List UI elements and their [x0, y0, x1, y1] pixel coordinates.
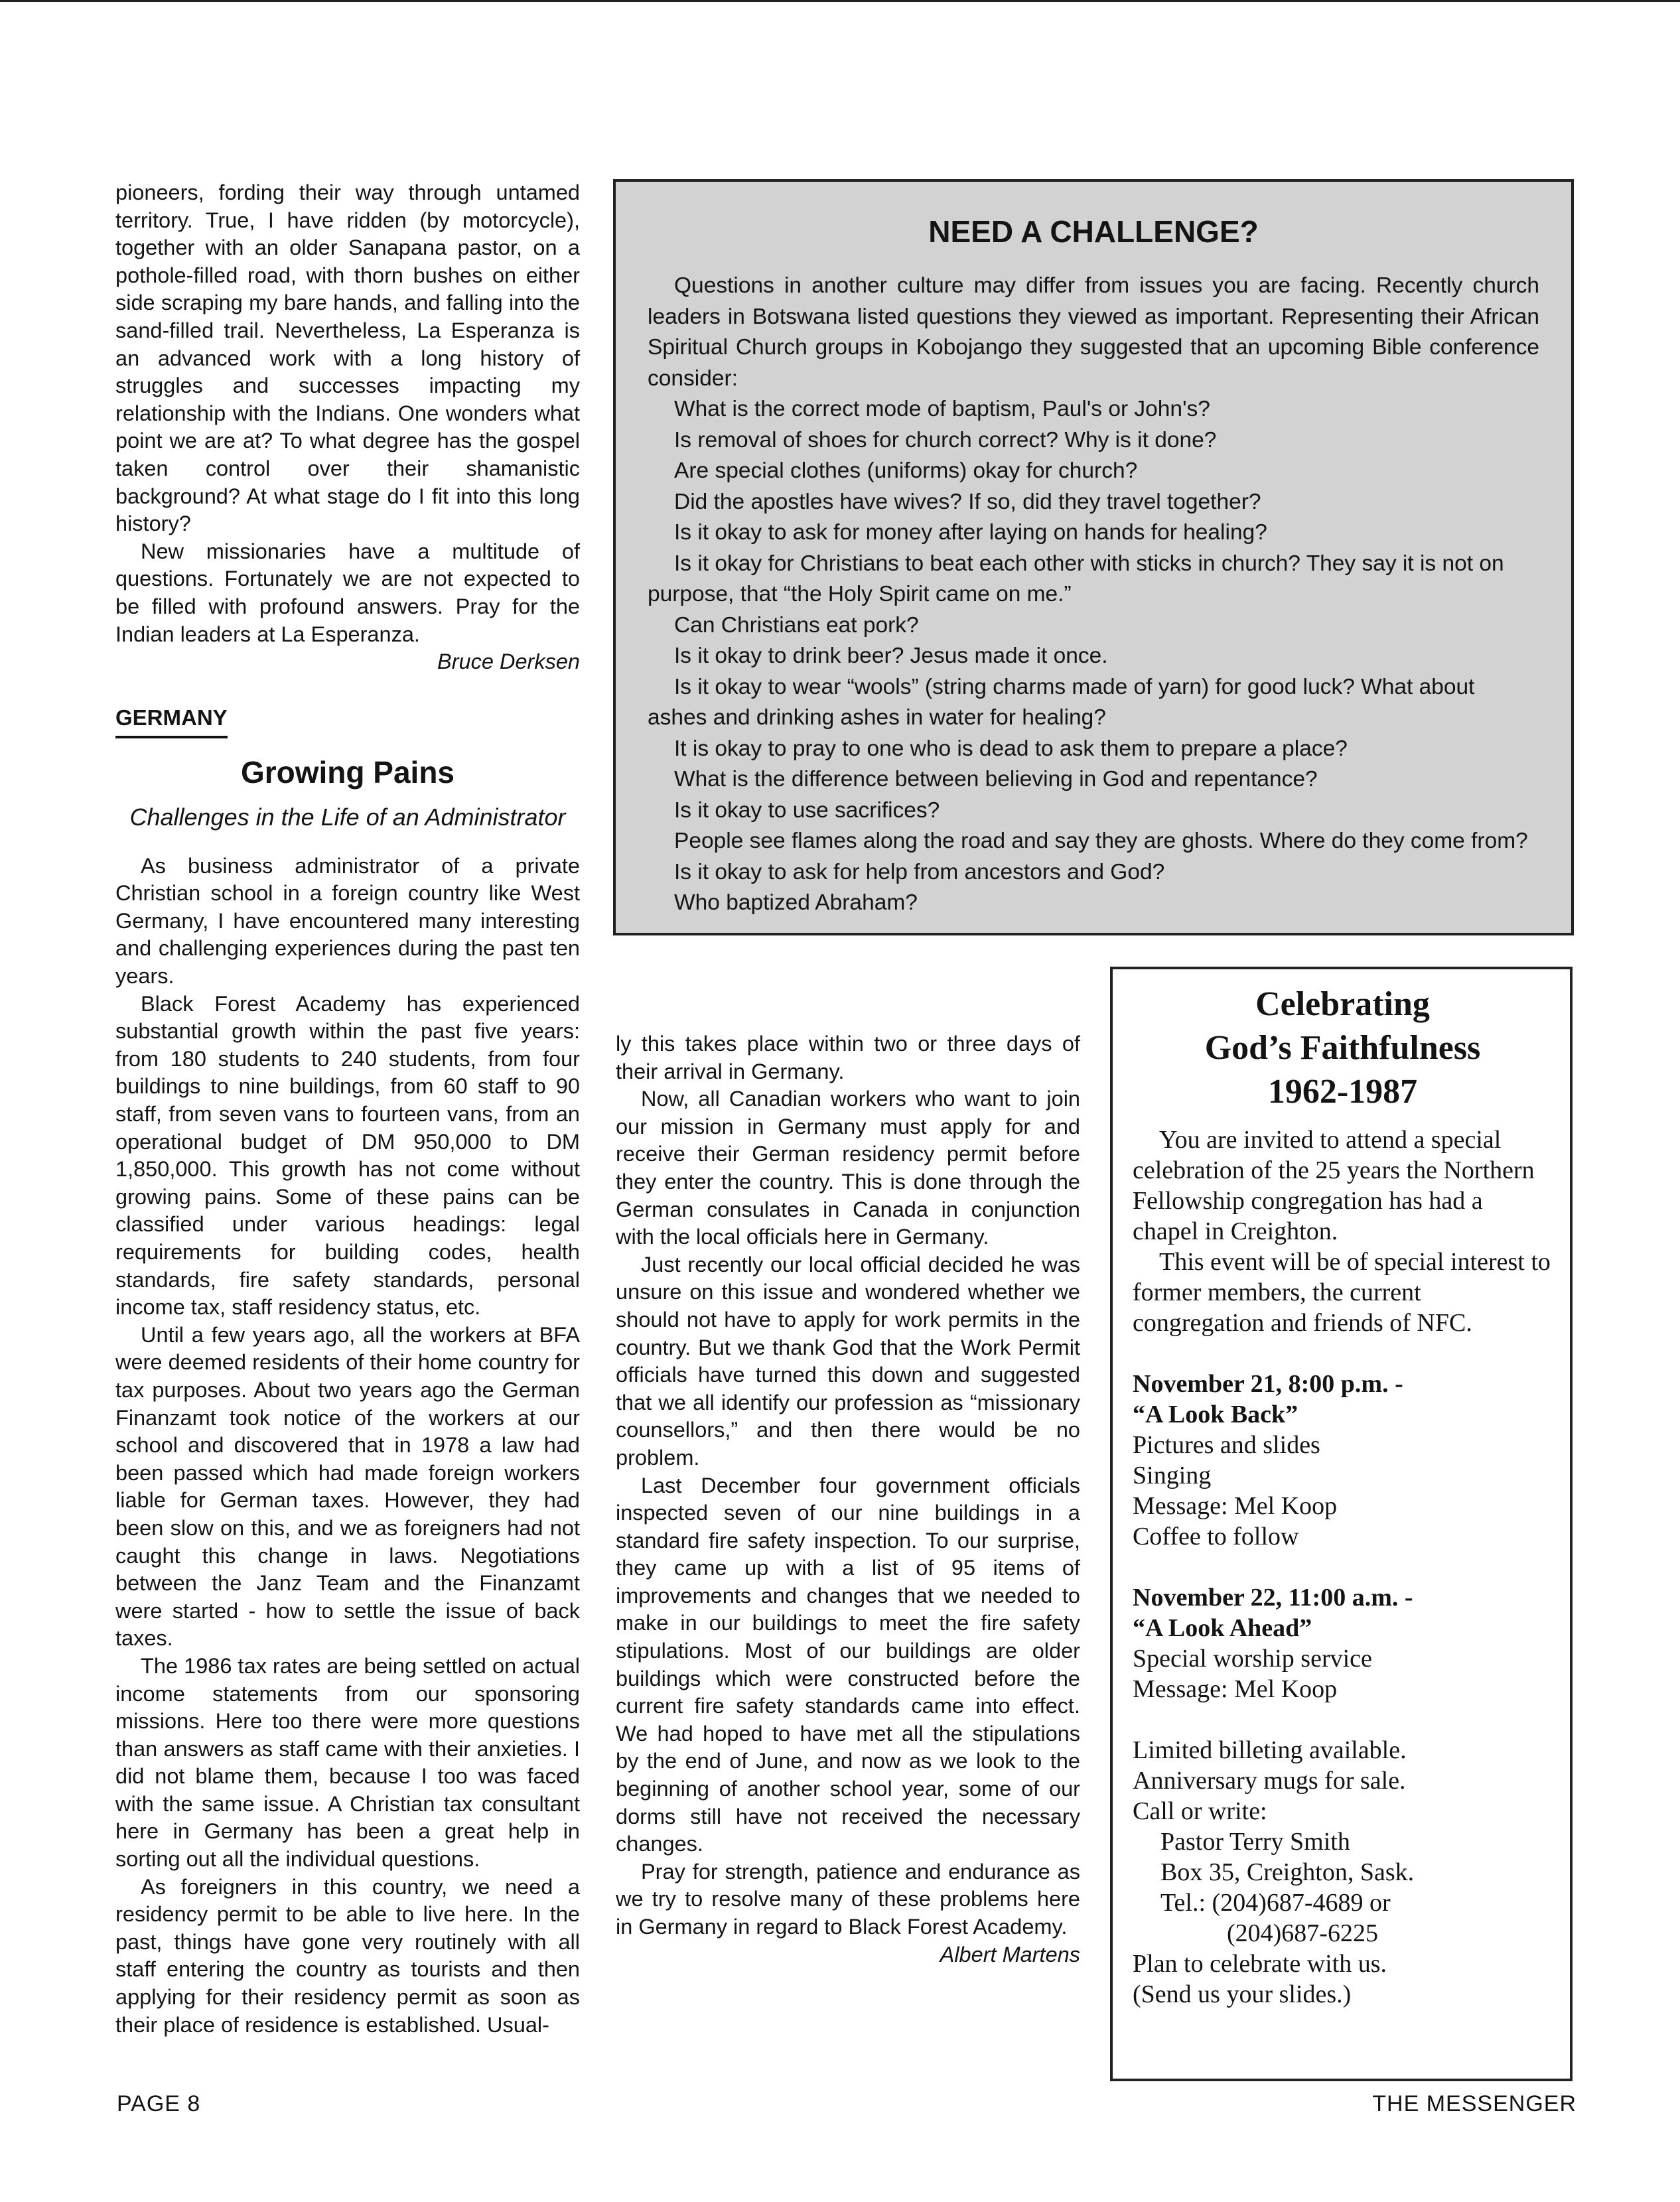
- challenge-question: Is it okay for Christians to beat each other with sticks in church? They say it is not on purpose, that “the Holy Spirit came on me.”: [648, 551, 1504, 606]
- event-detail: Singing: [1133, 1462, 1212, 1489]
- intro-signature: Bruce Derksen: [437, 650, 580, 674]
- article-subhead: Challenges in the Life of an Administrator: [129, 803, 566, 831]
- article-signature: Albert Martens: [940, 1942, 1080, 1966]
- announcement-title-line: Celebrating: [1255, 985, 1430, 1023]
- event-datetime: November 21, 8:00 p.m. -: [1133, 1370, 1403, 1398]
- event-detail: Message: Mel Koop: [1133, 1675, 1338, 1703]
- closing-line: (Send us your slides.): [1133, 1980, 1352, 2008]
- middle-column: [616, 1030, 1080, 1968]
- article-headline: Growing Pains: [240, 754, 455, 790]
- challenge-question: Did the apostles have wives? If so, did they travel together?: [674, 489, 1261, 514]
- closing-line: Plan to celebrate with us.: [1133, 1950, 1387, 1978]
- celebration-announcement: [1110, 967, 1573, 2081]
- contact-phone: Tel.: (204)687-4689 or: [1160, 1889, 1391, 1917]
- challenge-question: It is okay to pray to one who is dead to ask them to prepare a place?: [674, 736, 1348, 761]
- article-paragraph: Until a few years ago, all the workers at BFA were deemed residents of their home country for tax purposes. About two years ago the German Finanzamt took notice of the workers at our school and discovered that in 1978 a law had been passed which had made foreign workers liable for German taxes. However, they had been slow on this, and we as foreigners had not caught this change in laws. Negotiations between the Janz Team and the Finanzamt were started - how to settle the issue of back taxes.: [115, 1322, 580, 1651]
- article-paragraph: Now, all Canadian workers who want to join our mission in Germany must apply for and receive their German residency permit before they enter the country. This is done through the German consulates in Canada in conjunction with the local officials here in Germany.: [616, 1087, 1080, 1249]
- announcement-title: [1133, 983, 1553, 1114]
- event-block: [1133, 1369, 1553, 1552]
- contact-phone: (204)687-6225: [1227, 1919, 1378, 1947]
- closing-line: Limited billeting available.: [1133, 1736, 1407, 1764]
- announcement-title-line: God’s Faithfulness: [1204, 1029, 1481, 1067]
- challenge-question: Is removal of shoes for church correct? Why is it done?: [674, 427, 1217, 452]
- challenge-question: What is the correct mode of baptism, Paul's or John's?: [674, 397, 1210, 421]
- article-paragraph: Black Forest Academy has experienced substantial growth within the past five years: from 180 students to 240 students, from four buildings to nine buildings, from 60 staff to 90 staff, from seven vans to fourteen vans, from an operational budget of DM 950,000 to DM 1,850,000. This growth has not come without growing pains. Some of these pains can be classified under various headings: legal requirements for building codes, health standards, fire safety standards, personal income tax, staff residency status, etc.: [115, 991, 580, 1320]
- section-label-germany: GERMANY: [115, 705, 228, 738]
- article-paragraph: The 1986 tax rates are being settled on actual income statements from our sponsoring missions. Here too there were more questions than answers as staff came with their anxieties. I did not blame them, because I too was faced with the same issue. A Christian tax consultant here in Germany has been a great help in sorting out all the individual questions.: [115, 1653, 580, 1872]
- challenge-question: Is it okay to wear “wools” (string charms made of yarn) for good luck? What about ashes and drinking ashes in water for healing?: [648, 674, 1475, 730]
- contact-block: [1133, 1735, 1553, 2010]
- event-detail: Coffee to follow: [1133, 1523, 1299, 1550]
- contact-name: Pastor Terry Smith: [1160, 1828, 1350, 1856]
- left-column: [115, 179, 580, 2039]
- page-number: PAGE 8: [117, 2091, 201, 2116]
- event-detail: Pictures and slides: [1133, 1431, 1320, 1459]
- article-paragraph: ly this takes place within two or three days of their arrival in Germany.: [616, 1032, 1080, 1083]
- article-paragraph: Last December four government officials inspected seven of our nine buildings in a standard fire safety inspection. To our surprise, they came up with a list of 95 items of improvements and changes that we needed to make in our buildings to meet the fire safety stipulations. Most of our buildings are older buildings which were constructed before the current fire safety standards came into effect. We had hoped to have met all the stipulations by the end of June, and now as we look to the beginning of another school year, some of our dorms still have not received the necessary changes.: [616, 1473, 1080, 1856]
- event-datetime: November 22, 11:00 a.m. -: [1133, 1584, 1413, 1612]
- event-name: “A Look Ahead”: [1133, 1614, 1312, 1642]
- announcement-paragraph: You are invited to attend a special celebration of the 25 years the Northern Fellowship congregation has had a chapel in Creighton.: [1133, 1126, 1535, 1245]
- closing-line: Anniversary mugs for sale.: [1133, 1767, 1406, 1795]
- event-detail: Special worship service: [1133, 1645, 1372, 1673]
- event-name: “A Look Back”: [1133, 1401, 1298, 1428]
- event-detail: Message: Mel Koop: [1133, 1492, 1338, 1520]
- article-paragraph: As business administrator of a private Christian school in a foreign country like West Germany, I have encountered many interesting and challenging experiences during the past ten years.: [115, 853, 580, 989]
- event-block: [1133, 1582, 1553, 1704]
- challenge-question: Is it okay to ask for help from ancestors and God?: [674, 859, 1165, 884]
- challenge-box: [613, 179, 1574, 935]
- article-paragraph: As foreigners in this country, we need a residency permit to be able to live here. In the past, things have gone very routinely with all staff entering the country as tourists and then applying for their residency permit as soon as their place of residence is established. Usual-: [115, 1874, 580, 2037]
- challenge-question: What is the difference between believing in God and repentance?: [674, 767, 1318, 791]
- challenge-title: NEED A CHALLENGE?: [928, 214, 1259, 249]
- challenge-question: Is it okay to drink beer? Jesus made it once.: [674, 644, 1108, 668]
- page-top-rule: [0, 0, 1680, 2]
- intro-paragraph: New missionaries have a multitude of questions. Fortunately we are not expected to be filled with profound answers. Pray for the Indian leaders at La Esperanza.: [115, 539, 580, 646]
- contact-address: Box 35, Creighton, Sask.: [1160, 1858, 1415, 1886]
- challenge-question: Who baptized Abraham?: [674, 890, 918, 915]
- article-paragraph: Just recently our local official decided he was unsure on this issue and wondered whether we should not have to apply for work permits in the country. But we thank God that the Work Permit officials have turned this down and suggested that we all identify our profession as “missionary counsellors,” and then there would be no problem.: [616, 1252, 1080, 1470]
- publication-name: THE MESSENGER: [1372, 2091, 1576, 2116]
- challenge-question: Is it okay to use sacrifices?: [674, 797, 940, 823]
- challenge-question: People see flames along the road and say they are ghosts. Where do they come from?: [674, 829, 1528, 853]
- challenge-intro: Questions in another culture may differ from issues you are facing. Recently church leaders in Botswana listed questions they viewed as important. Representing their African Spiritual Church groups in Kobojango they suggested that an upcoming Bible conference consider:: [648, 273, 1539, 391]
- challenge-question: Can Christians eat pork?: [674, 612, 919, 638]
- challenge-question: Are special clothes (uniforms) okay for church?: [674, 458, 1138, 483]
- challenge-question: Is it okay to ask for money after laying on hands for healing?: [674, 520, 1267, 545]
- announcement-title-line: 1962-1987: [1267, 1073, 1418, 1111]
- article-paragraph: Pray for strength, patience and endurance as we try to resolve many of these problems here in Germany in regard to Black Forest Academy.: [616, 1859, 1080, 1939]
- announcement-paragraph: This event will be of special interest to former members, the current congregation and friends of NFC.: [1133, 1248, 1551, 1337]
- intro-paragraph: pioneers, fording their way through untamed territory. True, I have ridden (by motorcycle), together with an older Sanapana pastor, on a pothole-filled road, with thorn bushes on either side scraping my bare hands, and falling into the sand-filled trail. Nevertheless, La Esperanza is an advanced work with a long history of struggles and successes impacting my relationship with the Indians. One wonders what point we are at? To what degree has the gospel taken control over their shamanistic background? At what stage do I fit into this long history?: [115, 180, 580, 536]
- closing-line: Call or write:: [1133, 1797, 1267, 1825]
